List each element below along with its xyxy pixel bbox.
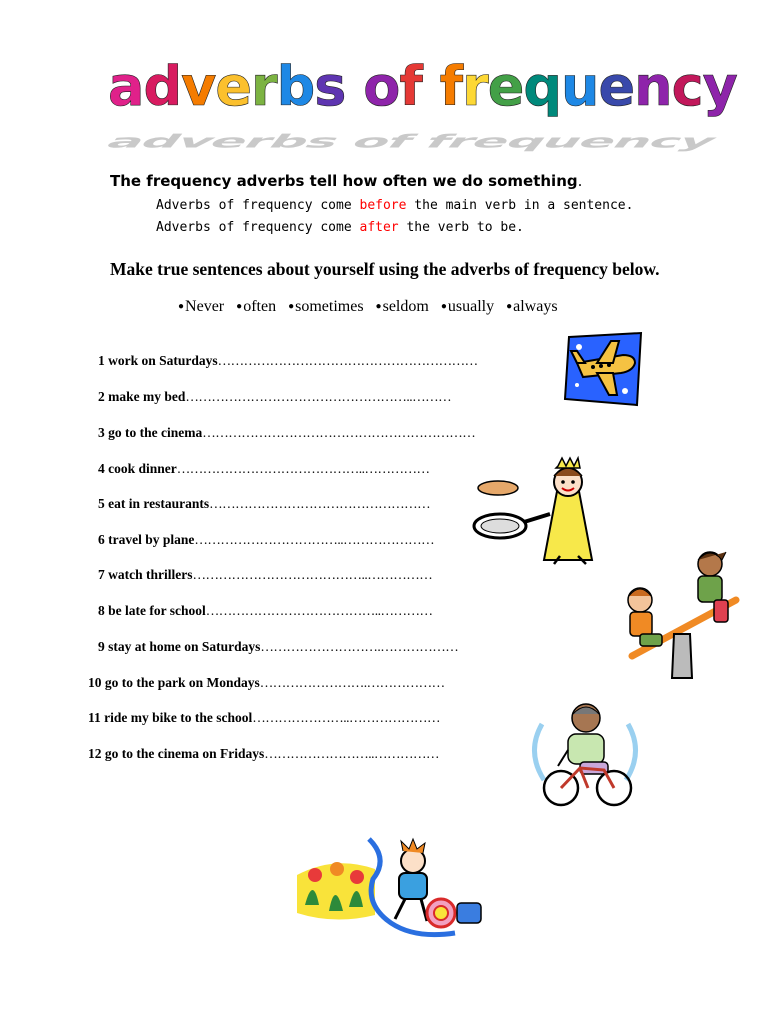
bike-rider-icon (528, 700, 643, 810)
bullet-icon: ● (236, 301, 243, 312)
title-letter: r (462, 55, 488, 118)
adverb-label: sometimes (295, 298, 364, 315)
rule-before (156, 198, 633, 213)
answer-line[interactable]: ……………………………..………………… (194, 532, 435, 547)
exercise-label: 10 go to the park on Mondays (88, 675, 260, 690)
title-letter (422, 55, 440, 118)
pancake-cook-icon (468, 456, 608, 566)
exercise-item (98, 639, 458, 655)
title-letter: u (561, 55, 599, 118)
answer-line[interactable]: ……………………………………………………… (202, 425, 476, 440)
title-letter: f (399, 55, 422, 118)
airplane-icon (563, 333, 645, 408)
adverb-item (288, 298, 363, 315)
park-kid-icon (295, 835, 485, 945)
exercise-label: 12 go to the cinema on Fridays (88, 746, 265, 761)
exercise-item (98, 353, 478, 369)
rule1-highlight: before (359, 198, 407, 213)
rule-after (156, 220, 524, 235)
title-letter: s (314, 55, 346, 118)
title-letter: f (439, 55, 463, 118)
answer-line[interactable]: …………………..………………… (252, 710, 440, 725)
answer-line[interactable]: ……………………………………..…………… (176, 461, 430, 476)
title-letter: b (276, 55, 315, 118)
title-letter: y (702, 55, 737, 118)
exercise-item (98, 567, 432, 583)
rule2-start: Adverbs of frequency come (156, 220, 360, 235)
bullet-icon: ● (506, 301, 513, 312)
answer-line[interactable]: …………………………………………… (209, 496, 431, 511)
adverb-item (441, 298, 494, 315)
answer-line[interactable]: …………………….……………… (259, 675, 445, 690)
bullet-icon: ● (178, 301, 185, 312)
exercise-label: 11 ride my bike to the school (88, 710, 253, 725)
adverb-item (376, 298, 429, 315)
title-letter: q (523, 55, 562, 118)
exercise-item (98, 496, 430, 512)
title-letter: r (250, 55, 277, 118)
exercise-item (88, 675, 445, 691)
title-letter: c (671, 55, 703, 118)
bullet-icon: ● (288, 301, 295, 312)
intro-sentence (110, 172, 582, 190)
exercise-item (88, 746, 439, 762)
rule1-end: the main verb in a sentence. (406, 198, 634, 213)
exercise-label: 8 be late for school (98, 603, 206, 618)
title-letter: o (363, 55, 400, 118)
title-letter: a (108, 55, 144, 118)
exercise-label: 6 travel by plane (98, 532, 195, 547)
adverb-label: always (513, 298, 558, 315)
adverb-item (236, 298, 276, 315)
answer-line[interactable]: …………………………………..…………… (192, 567, 433, 582)
instruction: Make true sentences about yourself using the adverbs of frequency below. (110, 259, 660, 279)
title-letter: n (634, 55, 672, 118)
rule2-highlight: after (359, 220, 399, 235)
intro-period: . (577, 172, 583, 190)
exercise-label: 3 go to the cinema (98, 425, 203, 440)
title-block (100, 52, 737, 152)
answer-line[interactable]: ……………………………………………..……… (185, 389, 452, 404)
title-shadow: adverbs of frequency (100, 131, 723, 152)
exercise-item (88, 710, 440, 726)
adverb-label: often (243, 298, 277, 315)
answer-line[interactable]: ……………………..…………… (264, 746, 439, 761)
adverb-label: seldom (382, 298, 429, 315)
rule1-start: Adverbs of frequency come (156, 198, 360, 213)
adverb-label: Never (185, 298, 225, 315)
exercise-label: 2 make my bed (98, 389, 186, 404)
title-letter: e (598, 55, 635, 118)
exercise-label: 9 stay at home on Saturdays (98, 639, 261, 654)
title-letter: v (181, 55, 216, 118)
title-letter: d (143, 55, 182, 118)
title-letter: e (215, 55, 251, 118)
adverb-item (178, 298, 224, 315)
exercise-label: 7 watch thrillers (98, 567, 193, 582)
answer-line[interactable]: …………………………………..………… (205, 603, 433, 618)
answer-line[interactable]: ……………………….……………… (260, 639, 459, 654)
intro-text: The frequency adverbs tell how often we do something (110, 172, 578, 190)
rule2-end: the verb to be. (398, 220, 524, 235)
exercise-label: 1 work on Saturdays (98, 353, 218, 368)
title-letter (345, 55, 363, 118)
exercise-label: 5 eat in restaurants (98, 496, 210, 511)
exercise-item (98, 389, 451, 405)
exercise-item (98, 603, 433, 619)
bullet-icon: ● (375, 301, 382, 312)
exercise-item (98, 461, 430, 477)
adverb-label: usually (447, 298, 495, 315)
answer-line[interactable]: …………………………………………………… (217, 353, 478, 368)
bullet-icon: ● (440, 301, 447, 312)
seesaw-kids-icon (618, 538, 738, 683)
exercise-item (98, 425, 475, 441)
adverb-item (506, 298, 557, 315)
title-letter: e (487, 55, 524, 118)
adverb-list (178, 298, 570, 316)
exercise-label: 4 cook dinner (98, 461, 177, 476)
page-title (108, 52, 737, 122)
exercise-item (98, 532, 434, 548)
